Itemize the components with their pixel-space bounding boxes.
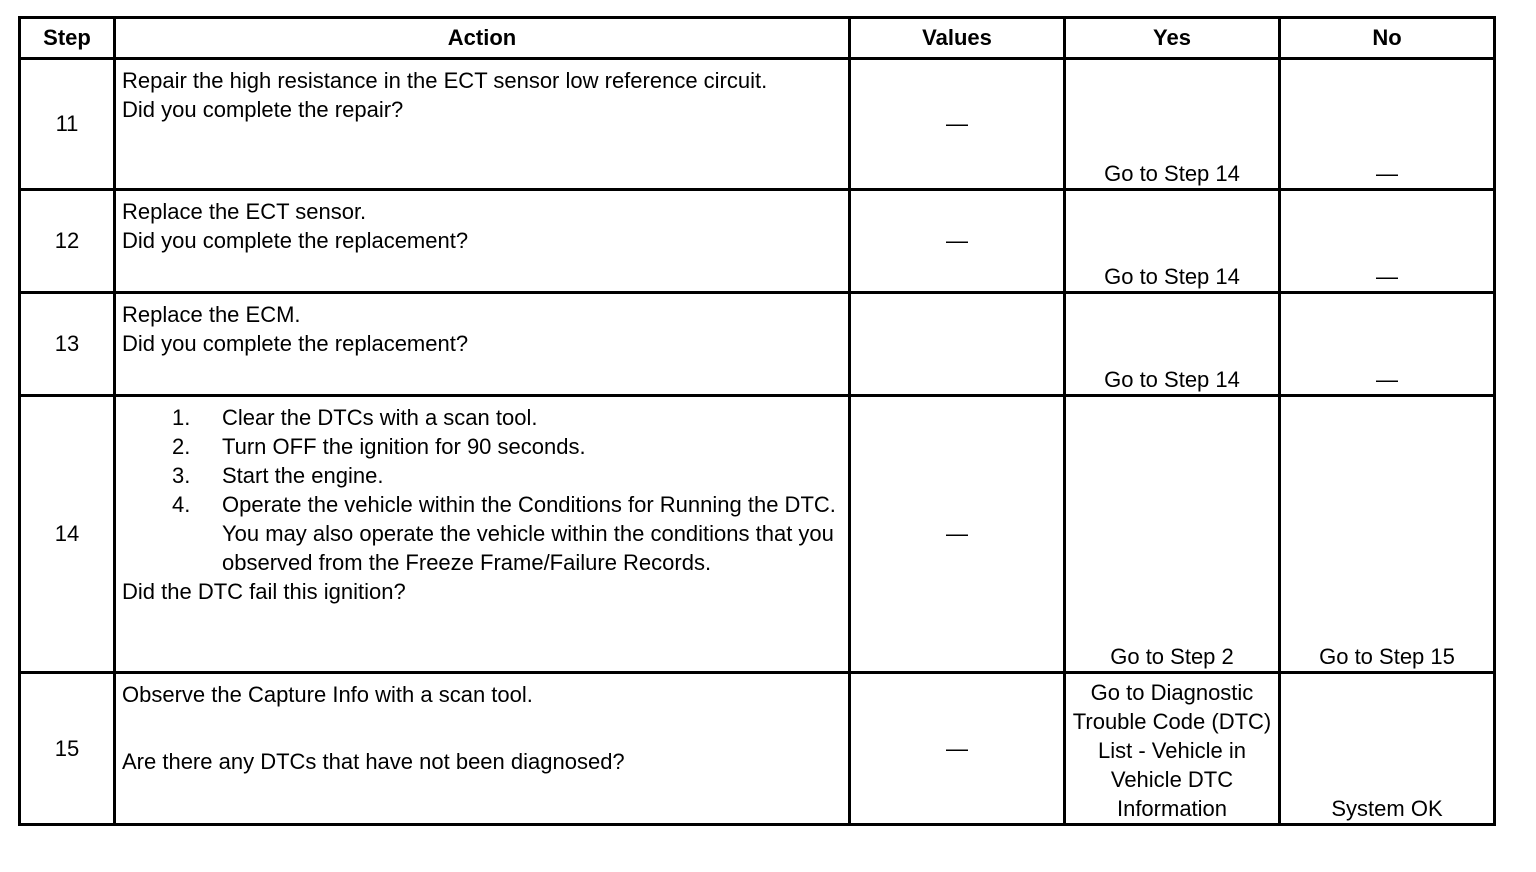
action-question: Did the DTC fail this ignition?	[122, 579, 406, 604]
action-cell	[115, 396, 850, 673]
action-text: Repair the high resistance in the ECT sensor low reference circuit.	[122, 68, 768, 93]
action-question: Are there any DTCs that have not been diagnosed?	[122, 749, 625, 774]
table-row	[20, 59, 1495, 190]
list-item: Turn OFF the ignition for 90 seconds.	[222, 434, 586, 459]
action-question: Did you complete the repair?	[122, 97, 404, 122]
table-row	[20, 293, 1495, 396]
action-cell	[115, 673, 850, 825]
yes-cell: Go to Step 14	[1065, 190, 1280, 293]
no-cell: Go to Step 15	[1280, 396, 1495, 673]
action-steps-list	[122, 403, 842, 577]
diagnostic-table	[18, 16, 1496, 826]
step-number: 12	[20, 190, 115, 293]
no-cell: —	[1280, 293, 1495, 396]
no-cell: —	[1280, 190, 1495, 293]
step-number: 14	[20, 396, 115, 673]
yes-cell: Go to Diagnostic Trouble Code (DTC) List - Vehicle in Vehicle DTC Information	[1065, 673, 1280, 825]
list-item: Clear the DTCs with a scan tool.	[222, 405, 538, 430]
yes-cell: Go to Step 2	[1065, 396, 1280, 673]
step-number: 15	[20, 673, 115, 825]
step-number: 11	[20, 59, 115, 190]
step-number: 13	[20, 293, 115, 396]
values-cell: —	[850, 673, 1065, 825]
list-item: Operate the vehicle within the Conditions for Running the DTC. You may also operate the vehicle within the conditions that you observed from the Freeze Frame/Failure Records.	[222, 492, 836, 575]
action-cell	[115, 293, 850, 396]
values-cell: —	[850, 190, 1065, 293]
yes-cell: Go to Step 14	[1065, 59, 1280, 190]
action-cell	[115, 190, 850, 293]
table-row	[20, 673, 1495, 825]
values-cell	[850, 293, 1065, 396]
header-step: Step	[20, 18, 115, 59]
yes-cell: Go to Step 14	[1065, 293, 1280, 396]
no-cell: System OK	[1280, 673, 1495, 825]
values-cell: —	[850, 396, 1065, 673]
list-item: Start the engine.	[222, 463, 384, 488]
action-question: Did you complete the replacement?	[122, 331, 469, 356]
action-text: Replace the ECT sensor.	[122, 199, 367, 224]
table-row	[20, 396, 1495, 673]
action-question: Did you complete the replacement?	[122, 228, 469, 253]
table-row	[20, 190, 1495, 293]
header-values: Values	[850, 18, 1065, 59]
action-text: Replace the ECM.	[122, 302, 301, 327]
header-yes: Yes	[1065, 18, 1280, 59]
no-cell: —	[1280, 59, 1495, 190]
action-cell	[115, 59, 850, 190]
header-row	[20, 18, 1495, 59]
values-cell: —	[850, 59, 1065, 190]
action-text: Observe the Capture Info with a scan tool.	[122, 682, 533, 707]
header-no: No	[1280, 18, 1495, 59]
header-action: Action	[115, 18, 850, 59]
